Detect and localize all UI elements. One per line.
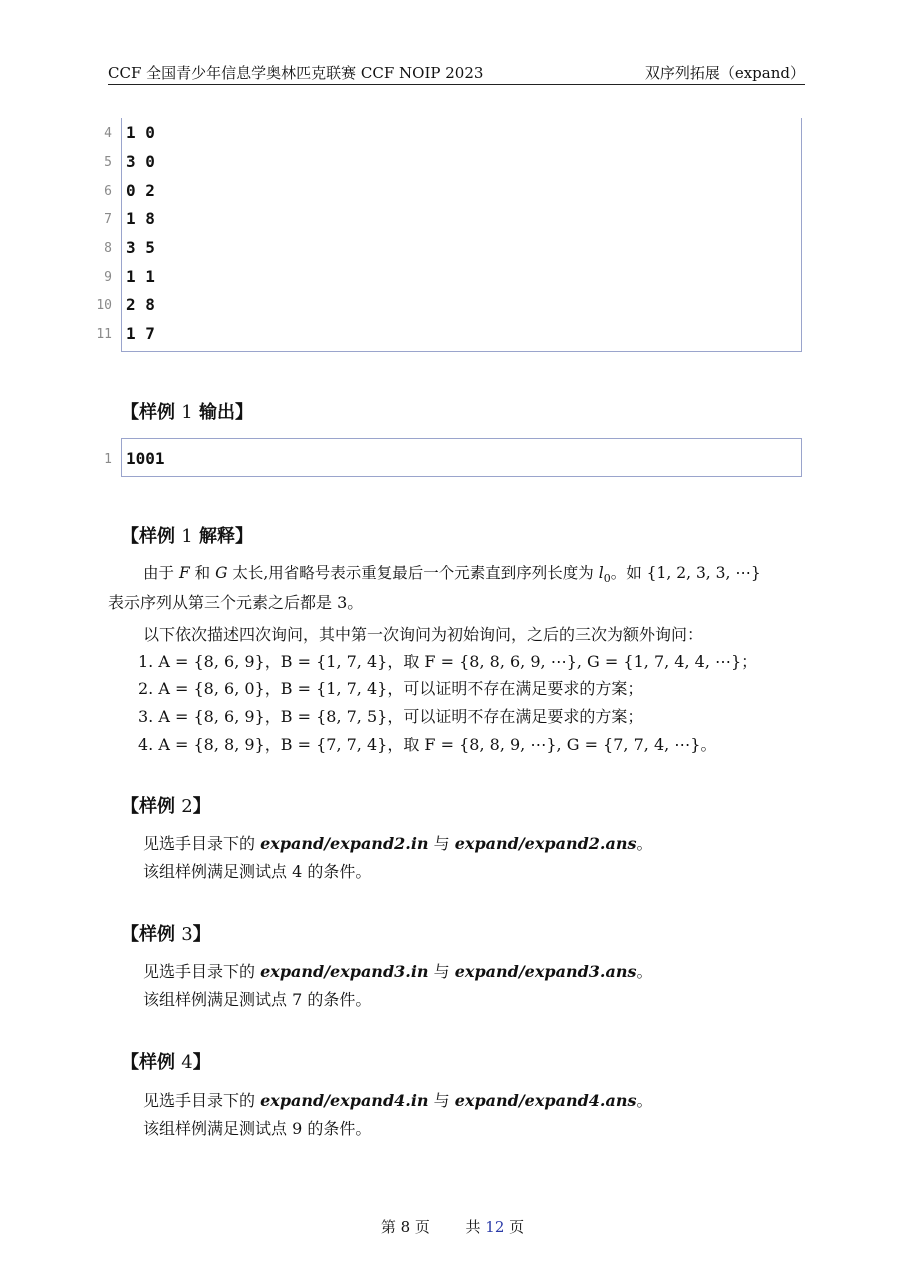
sample-2-heading: [121, 792, 211, 818]
math-var: F: [178, 564, 190, 582]
heading-number: 3: [181, 924, 193, 945]
footer-text: 第: [380, 1218, 401, 1236]
math-expr: A = {8, 6, 9}，: [158, 652, 281, 671]
item-number: 3.: [138, 707, 154, 726]
text: 和: [189, 564, 216, 582]
page-header: [108, 60, 805, 85]
file-path: expand/expand2.ans: [454, 834, 637, 853]
text: 与: [428, 962, 455, 981]
code-line: 1 7: [126, 324, 155, 343]
file-path: expand/expand3.ans: [454, 962, 637, 981]
math-expr: B = {7, 7, 4}，: [280, 735, 404, 754]
heading-text: 】: [192, 796, 211, 817]
text: 。: [636, 962, 653, 981]
heading-number: 1: [181, 402, 193, 423]
heading-text: 解释】: [192, 526, 254, 547]
header-contest-title: CCF 全国青少年信息学奥林匹克联赛 CCF NOIP 2023: [108, 64, 484, 82]
code-line: 1 1: [126, 267, 155, 286]
heading-text: 【样例: [121, 526, 182, 547]
sample-output-code-block: [121, 438, 802, 477]
heading-text: 】: [192, 1052, 211, 1073]
page-footer: [0, 1216, 905, 1237]
line-number: 8: [104, 241, 112, 256]
math-expr: A = {8, 6, 0}，: [158, 679, 281, 698]
text: 与: [428, 834, 455, 853]
math-var: G: [215, 564, 228, 582]
math-set: {1, 2, 3, 3, ⋯}: [646, 564, 761, 582]
line-number: 6: [104, 184, 112, 199]
heading-number: 1: [181, 526, 193, 547]
code-line: 1 0: [126, 123, 155, 142]
code-line: 0 2: [126, 181, 155, 200]
sample-3-condition: 该组样例满足测试点 7 的条件。: [143, 990, 372, 1009]
file-path: expand/expand3.in: [260, 962, 429, 981]
code-line: 1001: [126, 449, 165, 468]
sample-2-condition: 该组样例满足测试点 4 的条件。: [143, 862, 372, 881]
text: 见选手目录下的: [143, 834, 261, 853]
item-number: 1.: [138, 652, 154, 671]
item-text: 可以证明不存在满足要求的方案；: [403, 679, 644, 698]
code-line: 3 5: [126, 238, 155, 257]
footer-text: 共: [465, 1218, 486, 1236]
list-item: [138, 734, 716, 756]
page-number: 8: [400, 1218, 411, 1236]
text: 见选手目录下的: [143, 962, 261, 981]
item-text: 取 F = {8, 8, 6, 9, ⋯}, G = {1, 7, 4, 4, ⋯}；: [403, 652, 758, 671]
math-expr: B = {8, 7, 5}，: [280, 707, 404, 726]
item-number: 4.: [138, 735, 154, 754]
sample-3-heading: [121, 920, 211, 946]
math-expr: B = {1, 7, 4}，: [280, 652, 404, 671]
text: 与: [428, 1091, 455, 1110]
item-number: 2.: [138, 679, 154, 698]
text: 太长,用省略号表示重复最后一个元素直到序列长度为: [227, 564, 599, 582]
sample-4-heading: [121, 1048, 211, 1074]
heading-text: 【样例: [121, 402, 182, 423]
sample-4-files: [143, 1090, 653, 1112]
list-item: [138, 651, 757, 673]
line-number: 7: [104, 212, 112, 227]
list-item: [138, 706, 643, 728]
line-number: 5: [104, 155, 112, 170]
math-subscript: 0: [603, 572, 611, 586]
sample-input-code-block: [121, 118, 802, 352]
text: 由于: [143, 564, 179, 582]
list-item: [138, 678, 643, 700]
sample-4-condition: 该组样例满足测试点 9 的条件。: [143, 1119, 372, 1138]
header-problem-title: 双序列拓展（expand）: [644, 64, 805, 82]
text: 。如: [610, 564, 647, 582]
text: 见选手目录下的: [143, 1091, 261, 1110]
footer-text: 页: [504, 1218, 525, 1236]
sample-output-heading: [121, 398, 253, 424]
heading-number: 4: [181, 1052, 193, 1073]
math-expr: A = {8, 8, 9}，: [158, 735, 281, 754]
code-line: 2 8: [126, 295, 155, 314]
line-number: 10: [96, 298, 112, 313]
explain-paragraph-1: [143, 562, 761, 590]
footer-text: 页: [410, 1218, 430, 1236]
heading-text: 【样例: [121, 1052, 182, 1073]
explain-paragraph-2: 表示序列从第三个元素之后都是 3。: [108, 593, 364, 612]
math-expr: A = {8, 6, 9}，: [158, 707, 281, 726]
sample-explain-heading: [121, 522, 253, 548]
heading-text: 【样例: [121, 924, 182, 945]
total-pages-link[interactable]: 12: [485, 1218, 505, 1236]
heading-text: 】: [192, 924, 211, 945]
line-number: 1: [104, 452, 112, 467]
item-text: 可以证明不存在满足要求的方案；: [403, 707, 644, 726]
line-number: 9: [104, 270, 112, 285]
sample-2-files: [143, 833, 653, 855]
math-expr: B = {1, 7, 4}，: [280, 679, 404, 698]
item-text: 取 F = {8, 8, 9, ⋯}, G = {7, 7, 4, ⋯}。: [403, 735, 717, 754]
text: 。: [636, 834, 653, 853]
heading-text: 输出】: [192, 402, 254, 423]
file-path: expand/expand2.in: [260, 834, 429, 853]
code-line: 3 0: [126, 152, 155, 171]
math-var: l: [598, 564, 604, 582]
heading-text: 【样例: [121, 796, 182, 817]
text: 。: [636, 1091, 653, 1110]
file-path: expand/expand4.ans: [454, 1091, 637, 1110]
line-number: 4: [104, 126, 112, 141]
heading-number: 2: [181, 796, 193, 817]
code-line: 1 8: [126, 209, 155, 228]
line-number: 11: [96, 327, 112, 342]
sample-3-files: [143, 961, 653, 983]
explain-paragraph-3: 以下依次描述四次询问，其中第一次询问为初始询问，之后的三次为额外询问：: [143, 625, 704, 644]
file-path: expand/expand4.in: [260, 1091, 429, 1110]
